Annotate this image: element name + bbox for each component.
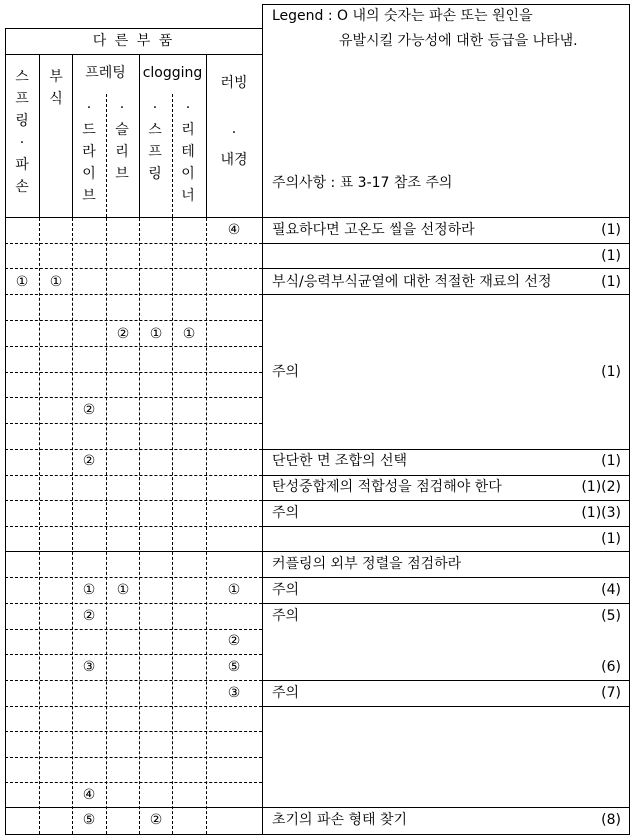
row-text: 주의 — [272, 582, 300, 598]
row-text: 주의 — [272, 608, 300, 624]
rating-mark: ② — [82, 402, 96, 418]
rating-mark: ④ — [82, 787, 96, 803]
table-border-top-right — [262, 4, 630, 5]
rating-mark: ④ — [227, 222, 241, 238]
header-corrosion: 부 식 — [49, 69, 63, 107]
rating-mark: ① — [49, 274, 63, 290]
table-border-top-left — [5, 28, 262, 29]
header-title: 다 른 부 품 — [92, 33, 175, 49]
row-ref: (4) — [601, 582, 621, 598]
header-fretting-sleeve: · 슬 리 브 — [115, 100, 129, 182]
row-ref: (1) — [601, 531, 621, 547]
rating-mark: ⑤ — [227, 659, 241, 675]
rating-mark: ② — [82, 608, 96, 624]
table-border-right — [629, 4, 630, 834]
row-text: 커플링의 외부 정렬을 점검하라 — [272, 556, 462, 572]
row-text: 필요하다면 고온도 씰을 선정하라 — [272, 222, 475, 238]
rating-mark: ① — [15, 274, 29, 290]
row-ref: (7) — [601, 685, 621, 701]
header-col-rule-sub-1 — [106, 94, 107, 217]
rating-mark: ② — [149, 812, 163, 828]
header-fretting: 프레팅 — [85, 65, 126, 81]
row-ref: (5) — [601, 608, 621, 624]
header-fretting-drive: · 드 라 이 브 — [82, 100, 96, 204]
header-clogging-retainer: · 리 테 이 너 — [181, 100, 195, 204]
row-ref: (1) — [601, 274, 621, 290]
header-spring-failure: 스 프 링 · 파 손 — [15, 69, 29, 195]
table-divider-middle — [262, 4, 263, 834]
row-text: 탄성중합제의 적합성을 점검해야 한다 — [272, 479, 502, 495]
rating-mark: ② — [227, 633, 241, 649]
header-col-rule-sub-2 — [172, 94, 173, 217]
rating-mark: ② — [82, 453, 96, 469]
row-ref: (1)(2) — [581, 479, 621, 495]
legend-note: 주의사항 : 표 3-17 참조 주의 — [272, 175, 453, 191]
table-border-bottom-left — [5, 834, 262, 835]
header-title-rule — [5, 54, 262, 55]
row-text: 주의 — [272, 364, 300, 380]
row-ref: (8) — [601, 812, 621, 828]
row-text: 단단한 면 조합의 선택 — [272, 453, 408, 469]
rating-mark: ① — [149, 326, 163, 342]
row-ref: (1) — [601, 364, 621, 380]
table-border-left — [5, 28, 6, 834]
row-ref: (1)(3) — [581, 505, 621, 521]
row-text: 부식/응력부식균열에 대한 적절한 재료의 선정 — [272, 274, 552, 290]
legend-bottom-rule — [262, 217, 630, 218]
rating-mark: ② — [116, 326, 130, 342]
rating-mark: ③ — [227, 685, 241, 701]
row-text: 초기의 파손 형태 찾기 — [272, 812, 408, 828]
row-text: 주의 — [272, 685, 300, 701]
header-clogging: clogging — [142, 65, 203, 81]
legend-line-2: 유발시킬 가능성에 대한 등급을 나타냄. — [339, 33, 578, 49]
row-ref: (6) — [601, 659, 621, 675]
rating-mark: ① — [116, 582, 130, 598]
header-rubbing-bore: · 내경 — [220, 125, 248, 168]
row-ref: (1) — [601, 453, 621, 469]
row-ref: (1) — [601, 248, 621, 264]
row-text: 주의 — [272, 505, 300, 521]
header-col-rule-1 — [39, 54, 40, 217]
rating-mark: ① — [82, 582, 96, 598]
header-clogging-spring: · 스 프 링 — [148, 100, 162, 182]
group-separator — [5, 551, 262, 552]
header-bottom-rule — [5, 217, 262, 218]
rating-mark: ① — [182, 326, 196, 342]
header-rubbing: 러빙 — [220, 75, 248, 91]
rating-mark: ① — [227, 582, 241, 598]
group-separator — [5, 807, 262, 808]
rating-mark: ③ — [82, 659, 96, 675]
rating-mark: ⑤ — [82, 812, 96, 828]
row-ref: (1) — [601, 222, 621, 238]
legend-line-1: Legend : O 내의 숫자는 파손 또는 원인을 — [272, 8, 533, 24]
table-border-bottom-right — [262, 834, 630, 835]
